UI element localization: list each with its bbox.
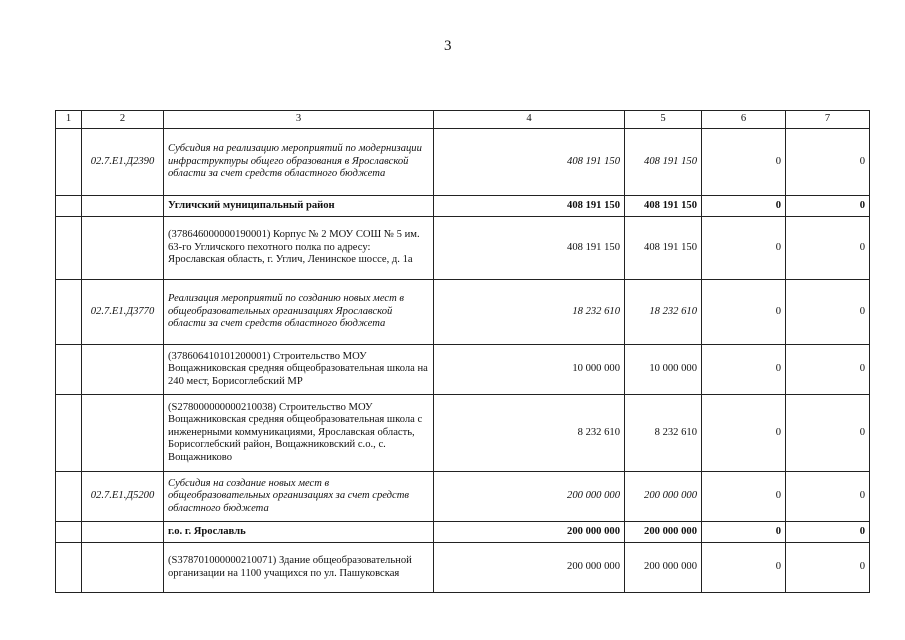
header-col-5: 5 <box>625 111 702 129</box>
row-description: Угличский муниципальный район <box>164 196 434 217</box>
budget-code <box>82 395 164 472</box>
value-col-7: 0 <box>786 522 870 543</box>
header-row <box>56 111 870 129</box>
value-col-6: 0 <box>702 395 786 472</box>
value-col-4: 18 232 610 <box>434 280 625 345</box>
table-row <box>56 129 870 196</box>
table-row <box>56 345 870 395</box>
value-col-6: 0 <box>702 543 786 593</box>
row-index-cell <box>56 395 82 472</box>
row-description: (378646000000190001) Корпус № 2 МОУ СОШ № 5 им. 63-го Угличского пехотного полка по адресу: Ярославская область, г. Углич, Ленинское шоссе, д. 1а <box>164 217 434 280</box>
value-col-7: 0 <box>786 472 870 522</box>
value-col-4: 408 191 150 <box>434 217 625 280</box>
row-description: г.о. г. Ярославль <box>164 522 434 543</box>
value-col-5: 408 191 150 <box>625 196 702 217</box>
table-row <box>56 522 870 543</box>
value-col-4: 200 000 000 <box>434 522 625 543</box>
page-number: 3 <box>444 38 452 54</box>
value-col-6: 0 <box>702 522 786 543</box>
row-index-cell <box>56 129 82 196</box>
row-description: Реализация мероприятий по созданию новых мест в общеобразовательных организациях Ярославской области за счет средств областного бюджета <box>164 280 434 345</box>
row-description: Субсидия на реализацию мероприятий по модернизации инфраструктуры общего образования в Ярославской области за счет средств областного бюджета <box>164 129 434 196</box>
header-col-3: 3 <box>164 111 434 129</box>
value-col-4: 10 000 000 <box>434 345 625 395</box>
table-row <box>56 543 870 593</box>
header-col-4: 4 <box>434 111 625 129</box>
table-row <box>56 472 870 522</box>
value-col-4: 200 000 000 <box>434 472 625 522</box>
row-description: (S378701000000210071) Здание общеобразовательной организации на 1100 учащихся по ул. Пашуковская <box>164 543 434 593</box>
header-col-2: 2 <box>82 111 164 129</box>
value-col-6: 0 <box>702 345 786 395</box>
row-index-cell <box>56 280 82 345</box>
value-col-5: 200 000 000 <box>625 543 702 593</box>
value-col-5: 200 000 000 <box>625 522 702 543</box>
value-col-5: 10 000 000 <box>625 345 702 395</box>
header-col-6: 6 <box>702 111 786 129</box>
row-description: (378606410101200001) Строительство МОУ Вощажниковская средняя общеобразовательная школа на 240 мест, Борисоглебский МР <box>164 345 434 395</box>
value-col-7: 0 <box>786 543 870 593</box>
table-row <box>56 196 870 217</box>
budget-code: 02.7.E1.Д3770 <box>82 280 164 345</box>
value-col-6: 0 <box>702 196 786 217</box>
budget-code <box>82 543 164 593</box>
row-index-cell <box>56 217 82 280</box>
value-col-4: 408 191 150 <box>434 129 625 196</box>
budget-code <box>82 196 164 217</box>
budget-code <box>82 522 164 543</box>
value-col-4: 200 000 000 <box>434 543 625 593</box>
budget-table <box>55 110 870 593</box>
value-col-7: 0 <box>786 196 870 217</box>
budget-code: 02.7.E1.Д5200 <box>82 472 164 522</box>
value-col-5: 408 191 150 <box>625 217 702 280</box>
row-description: (S278000000000210038) Строительство МОУ Вощажниковская средняя общеобразовательная школа с инженерными коммуникациями, Ярославская область, Борисоглебский район, Вощажниковский с.о., с. Вощажниково <box>164 395 434 472</box>
value-col-6: 0 <box>702 280 786 345</box>
value-col-5: 200 000 000 <box>625 472 702 522</box>
row-index-cell <box>56 345 82 395</box>
value-col-6: 0 <box>702 472 786 522</box>
value-col-4: 8 232 610 <box>434 395 625 472</box>
value-col-5: 18 232 610 <box>625 280 702 345</box>
table-row <box>56 217 870 280</box>
value-col-7: 0 <box>786 280 870 345</box>
budget-code <box>82 345 164 395</box>
table-row <box>56 280 870 345</box>
row-index-cell <box>56 196 82 217</box>
row-index-cell <box>56 472 82 522</box>
header-col-7: 7 <box>786 111 870 129</box>
value-col-7: 0 <box>786 217 870 280</box>
budget-code <box>82 217 164 280</box>
value-col-7: 0 <box>786 395 870 472</box>
value-col-4: 408 191 150 <box>434 196 625 217</box>
budget-code: 02.7.E1.Д2390 <box>82 129 164 196</box>
value-col-5: 8 232 610 <box>625 395 702 472</box>
row-index-cell <box>56 543 82 593</box>
value-col-6: 0 <box>702 217 786 280</box>
value-col-7: 0 <box>786 345 870 395</box>
value-col-7: 0 <box>786 129 870 196</box>
value-col-5: 408 191 150 <box>625 129 702 196</box>
row-index-cell <box>56 522 82 543</box>
value-col-6: 0 <box>702 129 786 196</box>
header-col-1: 1 <box>56 111 82 129</box>
table-row <box>56 395 870 472</box>
row-description: Субсидия на создание новых мест в общеобразовательных организациях за счет средств областного бюджета <box>164 472 434 522</box>
